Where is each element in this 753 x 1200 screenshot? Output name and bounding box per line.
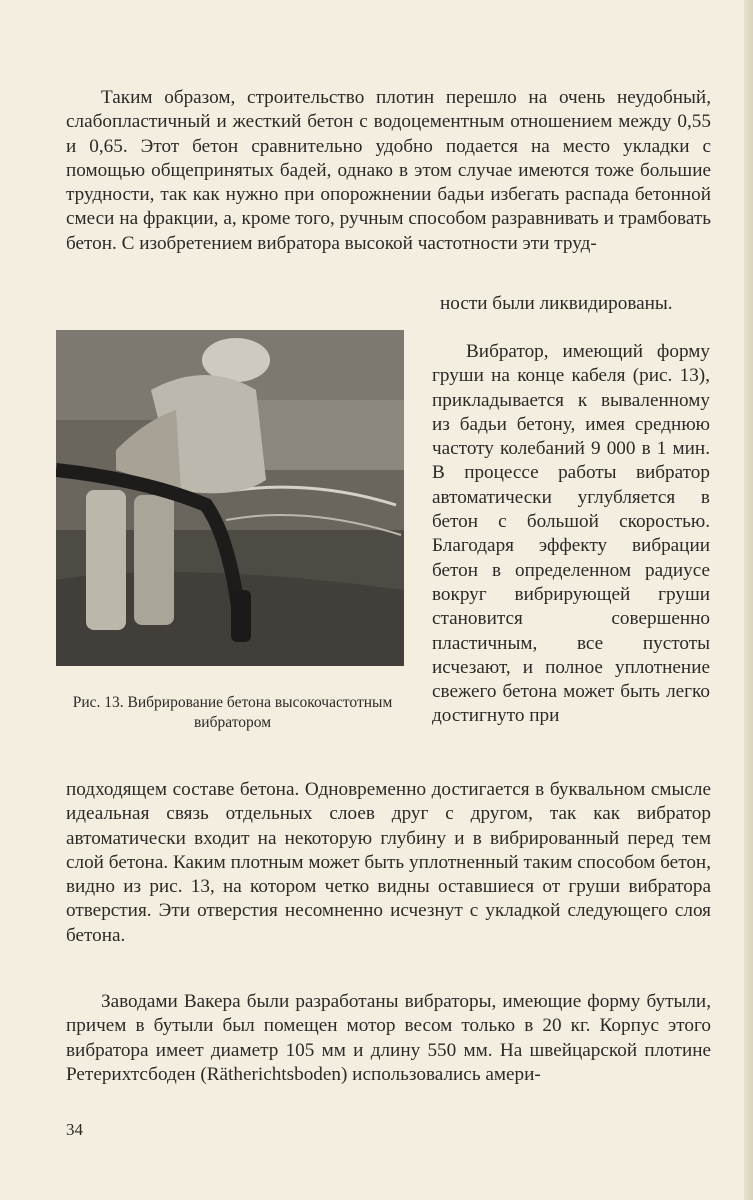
figure-photo-vibrator <box>56 330 404 666</box>
paragraph-4: Заводами Вакера были разработаны вибраторы, имеющие форму бутыли, причем в бутыли был помещен мотор весом только в 20 кг. Корпус этого вибратора имеет диаметр 105 мм и длину 550 мм. На швейцарской плотине Ретерихтсбоден (Rätherichtsboden) использовались амери- <box>66 991 711 1085</box>
paragraph-2: Вибратор, имеющий форму груши на конце кабеля (рис. 13), прикладывается к вываленному из бадьи бетону, имея среднюю частоту колебаний 9 000 в 1 мин. В процессе работы вибратор автоматически углубляется в бетон с большой скоростью. Благодаря эффекту вибрации бетон в определенном радиусе вокруг вибрирующей груши становится совершенно пластичным, все пустоты исчезают, и полное уплотнение свежего бетона может быть легко достигнуто при <box>432 341 710 727</box>
page-number: 34 <box>66 1120 83 1139</box>
page-edge <box>744 0 753 1200</box>
figure-caption: Рис. 13. Вибрирование бетона высокочастотным вибратором <box>72 694 393 731</box>
paragraph-1-continuation: ности были ликвидированы. <box>440 293 673 314</box>
paragraph-3: подходящем составе бетона. Одновременно достигается в буквальном смысле идеальная связь отдельных слоев друг с другом, так как вибратор автоматически входит на некоторую глубину и в вибрированный перед тем слой бетона. Каким плотным может быть уплотненный таким способом бетон, видно из рис. 13, на котором четко видны оставшиеся от груши вибратора отверстия. Эти отверстия несомненно исчезнут с укладкой следующего слоя бетона. <box>66 779 711 946</box>
paragraph-1: Таким образом, строительство плотин перешло на очень неудобный, слабопластичный и жесткий бетон с водоцементным отношением между 0,55 и 0,65. Этот бетон сравнительно удобно подается на место укладки с помощью общепринятых бадей, однако в этом случае имеются тоже большие трудности, так как нужно при опорожнении бадьи избегать распада бетонной смеси на фракции, а, кроме того, ручным способом разравнивать и трамбовать бетон. С изобретением вибратора высокой частотности эти труд- <box>66 87 711 254</box>
photo-illustration <box>56 330 404 666</box>
